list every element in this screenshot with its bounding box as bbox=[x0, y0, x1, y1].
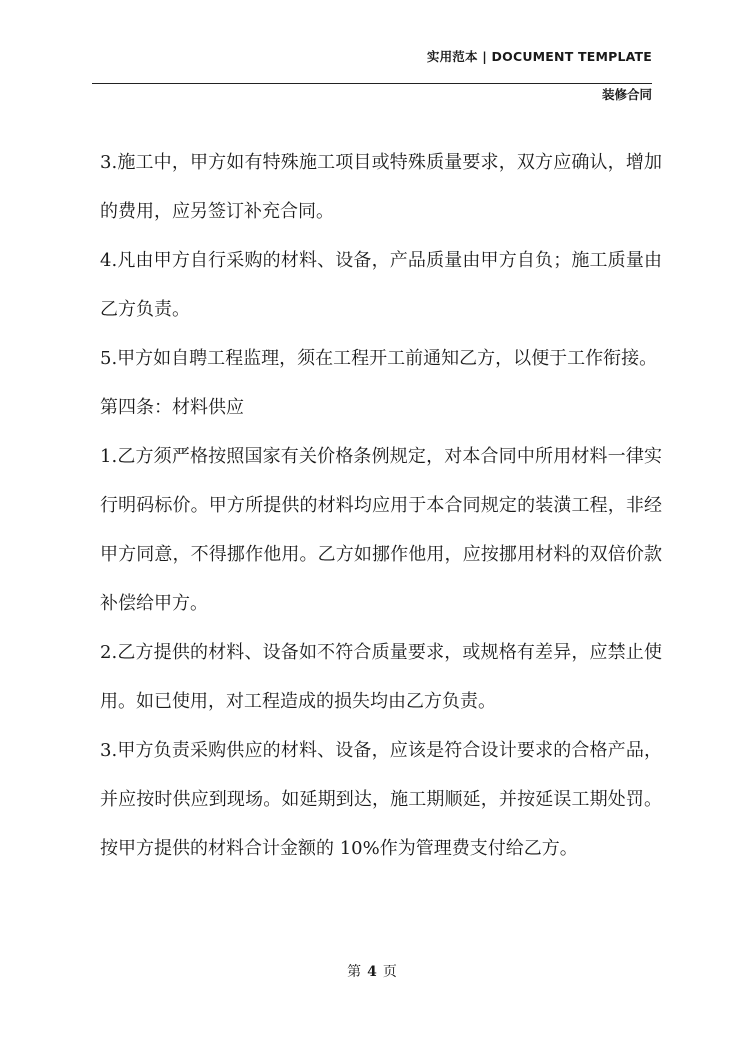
section-heading-article-4: 第四条：材料供应 bbox=[100, 397, 244, 418]
clause-1-pricing: 1.乙方须严格按照国家有关价格条例规定，对本合同中所用材料一律实行明码标价。甲方所提供的材料均应用于本合同规定的装潢工程，非经甲方同意，不得挪作他用。乙方如挪作他用，应按挪用材料的双倍价款补偿给甲方。 bbox=[100, 446, 662, 614]
clause-3-owner-supply: 3.甲方负责采购供应的材料、设备，应该是符合设计要求的合格产品，并应按时供应到现场。如延期到达，施工期顺延，并按延误工期处罚。按甲方提供的材料合计金额的 10%作为管理费支付给乙方。 bbox=[100, 740, 662, 859]
clause-3-special-requirements: 3.施工中，甲方如有特殊施工项目或特殊质量要求，双方应确认，增加的费用，应另签订补充合同。 bbox=[100, 152, 662, 222]
clause-2-material-quality: 2.乙方提供的材料、设备如不符合质量要求，或规格有差异，应禁止使用。如已使用，对工程造成的损失均由乙方负责。 bbox=[100, 642, 662, 712]
footer-suffix: 页 bbox=[382, 964, 397, 980]
header-title: 实用范本 | DOCUMENT TEMPLATE bbox=[426, 49, 652, 64]
page-number: 4 bbox=[367, 964, 377, 980]
header-divider bbox=[92, 83, 652, 84]
footer-prefix: 第 bbox=[347, 964, 362, 980]
clause-5-supervision: 5.甲方如自聘工程监理，须在工程开工前通知乙方，以便于工作衔接。 bbox=[100, 348, 658, 369]
page-header bbox=[92, 48, 652, 66]
header-subtitle: 装修合同 bbox=[601, 87, 652, 102]
page-footer bbox=[0, 962, 744, 982]
document-body bbox=[100, 138, 662, 873]
clause-4-self-procured-materials: 4.凡由甲方自行采购的材料、设备，产品质量由甲方自负；施工质量由乙方负责。 bbox=[100, 250, 662, 320]
